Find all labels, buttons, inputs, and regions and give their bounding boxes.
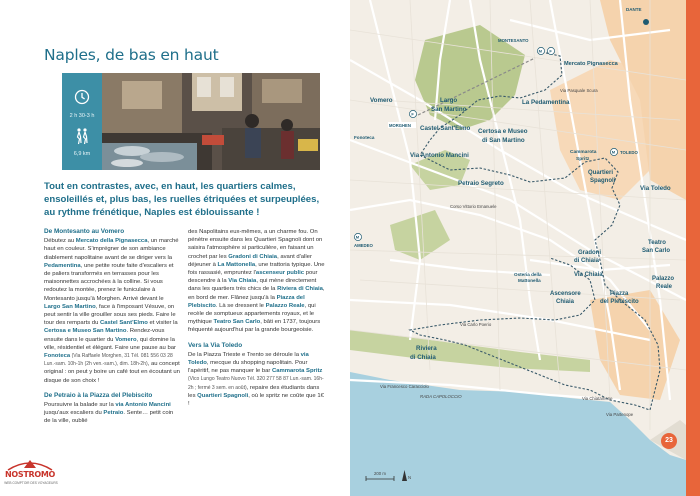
paragraph-petraio: Poursuivre la balade sur la via Antonio Mancini jusqu'aux escaliers du Petraio. Sente… petit coin de la ville, oublié [44,402,174,425]
label-via-partenope: Via Partenope [606,412,634,417]
paragraph-toledo: De la Piazza Trieste e Trento se déroule la via Toledo, mecque du shopping napolitain. Pour l'apéritif, ne pas manquer le bar Cammarota Spritz (Vico Lungo Teatro Nuovo Tél. 320 277 58 87 Lun.-sam. 16h-2h ; fermé 3 sem. en août), repaire des étudiants dans les Quartieri Spagnoli, où le spritz ne coûte que 1€ ! [188,351,324,408]
section-heading-montesanto: De Montesanto au Vomero [44,228,125,235]
svg-text:M: M [538,48,542,54]
label-pignasecca: Mercato Pignasecca [564,61,618,67]
svg-text:M: M [611,149,616,155]
svg-text:F: F [549,48,552,54]
label-teatro-2: San Carlo [642,248,671,254]
logo-text: NOSTROMO [4,470,56,479]
column-1 [44,228,180,426]
label-montesanto: MONTESANTO [498,38,529,43]
map-svg [350,0,686,496]
svg-text:N: N [408,475,412,480]
label-ascensore-2: Chiaia [556,299,575,305]
label-mattonella-1: Osteria della [514,272,542,277]
label-via-chiaia: Via Chiaia [574,272,603,278]
label-san-martino: San Martino [431,106,467,113]
label-dante: DANTE [626,7,642,12]
label-piazza-2: del Plebiscito [600,299,639,305]
label-toledo-station: TOLEDO [620,150,638,155]
route-map [350,0,686,496]
page-number: 23 [661,433,677,449]
label-vomero: Vomero [370,97,393,104]
label-chiatamone: Via Chiatamone [582,396,613,401]
label-via-toledo: Via Toledo [640,185,671,192]
label-cammarota-1: Cammarota [570,150,597,155]
clock-icon [62,89,102,110]
label-castel: Castel Sant'Elmo [420,125,471,132]
label-via-pignasecca: Via Pasquale Scura [560,88,598,93]
label-certosa-1: Certosa e Museo [478,128,528,135]
label-gradoni-2: di Chiaia [574,258,600,264]
market-photo [102,73,320,170]
page-title: Naples, de bas en haut [44,46,219,64]
distance-text: 6,9 km [73,151,91,157]
label-gradoni-1: Gradoni [578,250,602,256]
duration-text: 2 h 30-3 h [69,113,95,119]
label-corso: Corso Vittorio Emanuele [450,204,497,209]
svg-text:200 m: 200 m [374,471,386,476]
label-amedeo: AMEDEO [354,243,373,248]
section-heading-toledo: Vers la Via Toledo [188,341,243,349]
label-fonoteca: Fonoteca [354,135,375,140]
label-mattonella-2: Mattonella [518,278,541,283]
label-rada: RADA CAPOLOCCIO [420,394,462,399]
label-palazzo-1: Palazzo [652,276,675,282]
paragraph-quartieri: des Napolitains eux-mêmes, a un charme fou. On pénètre ensuite dans les Quartieri Spagnoli dont on saisira l'atmosphère si particulière, en faisant un crochet par les Gradoni di Chiaia, avant d'aller déjeuner à La Mattonella, une trattoria typique. Une fois rassasié, empruntez l'ascenseur public pour descendre à la Via Chiaia, qui mène directement dans les quartiers très chics de la Riviera di Chiaia, en bord de mer. Flânez jusqu'à la Piazza del Plebiscito. Là se dressent le Palazzo Reale, qui recèle de somptueux appartements royaux, et le mythique Teatro San Carlo, bâti en 1737, toujours fréquenté aujourd'hui par la grande bourgeoisie. [188,229,325,334]
label-piazza-1: Piazza [610,291,629,297]
column-2 [188,228,326,408]
label-riviera-1: Riviera [416,345,437,352]
label-cammarota-2: Spritz [576,157,590,162]
info-box [62,73,102,170]
label-via-caracciolo: Via Francesco Caracciolo [380,384,429,389]
label-certosa-2: di San Martino [482,137,525,144]
section-heading-petraio: De Petraio à la Piazza del Plebiscito [44,391,153,399]
label-quartieri-1: Quartieri [588,170,614,176]
label-via-carlo: Via Carlo Poerio [460,322,492,327]
label-riviera-2: di Chiaia [410,354,436,361]
label-petraio: Petraio Segreto [458,180,504,187]
label-palazzo-2: Reale [656,284,673,290]
label-mancini: Via Antonio Mancini [410,152,469,159]
label-largo: Largo [440,97,458,104]
label-morghen: MORGHEN [389,123,411,128]
label-pedamentina: La Pedamentina [522,99,570,106]
svg-text:M: M [355,234,360,240]
logo-subtext: WEB COMPTOIR DES VOYAGEURS [4,481,58,485]
label-quartieri-2: Spagnoli [590,178,616,184]
page-edge-strip [686,0,700,496]
svg-text:F: F [411,111,414,117]
walker-icon [62,127,102,150]
label-ascensore-1: Ascensore [550,291,581,297]
intro-text: Tout en contrastes, avec, en haut, les quartiers calmes, ensoleillés et, plus bas, les ruelles étriquées et surpeuplées, au rythme frénétique, Naples est éblouissante ! [44,181,320,219]
paragraph-montesanto: Débutez au Mercato della Pignasecca, un marché haut en couleur. S'imprégner de son ambiance diablement napolitaine avant de se diriger vers la Pedamentina, une petite route faite d'escaliers et de paliers transformés en terrasses pour les maisonnettes accrochées à la colline. Si vous redoutez la montée, prenez le funiculaire à Montesanto jusqu'à Morghen. Arrivé devant le Largo San Martino, face à l'imposant Vésuve, on peut sentir la ville grouiller sous ses pieds. Faire le tour des remparts du Castel Sant'Elmo et visiter la Certosa e Museo San Martino. Rendez-vous ensuite dans le quartier du Vomero, qui domine la ville, résidentiel et élégant. Faire une pause au bar Fonoteca (Via Raffaele Morghen, 31 Tél. 081 556 03 28 Lun.-sam. 10h-1h (2h ven.-sam.), dim. 18h-2h), au concept original : on peut y boire un café tout en écoutant un disque de son choix ! [44,238,180,384]
label-teatro-1: Teatro [648,240,666,246]
